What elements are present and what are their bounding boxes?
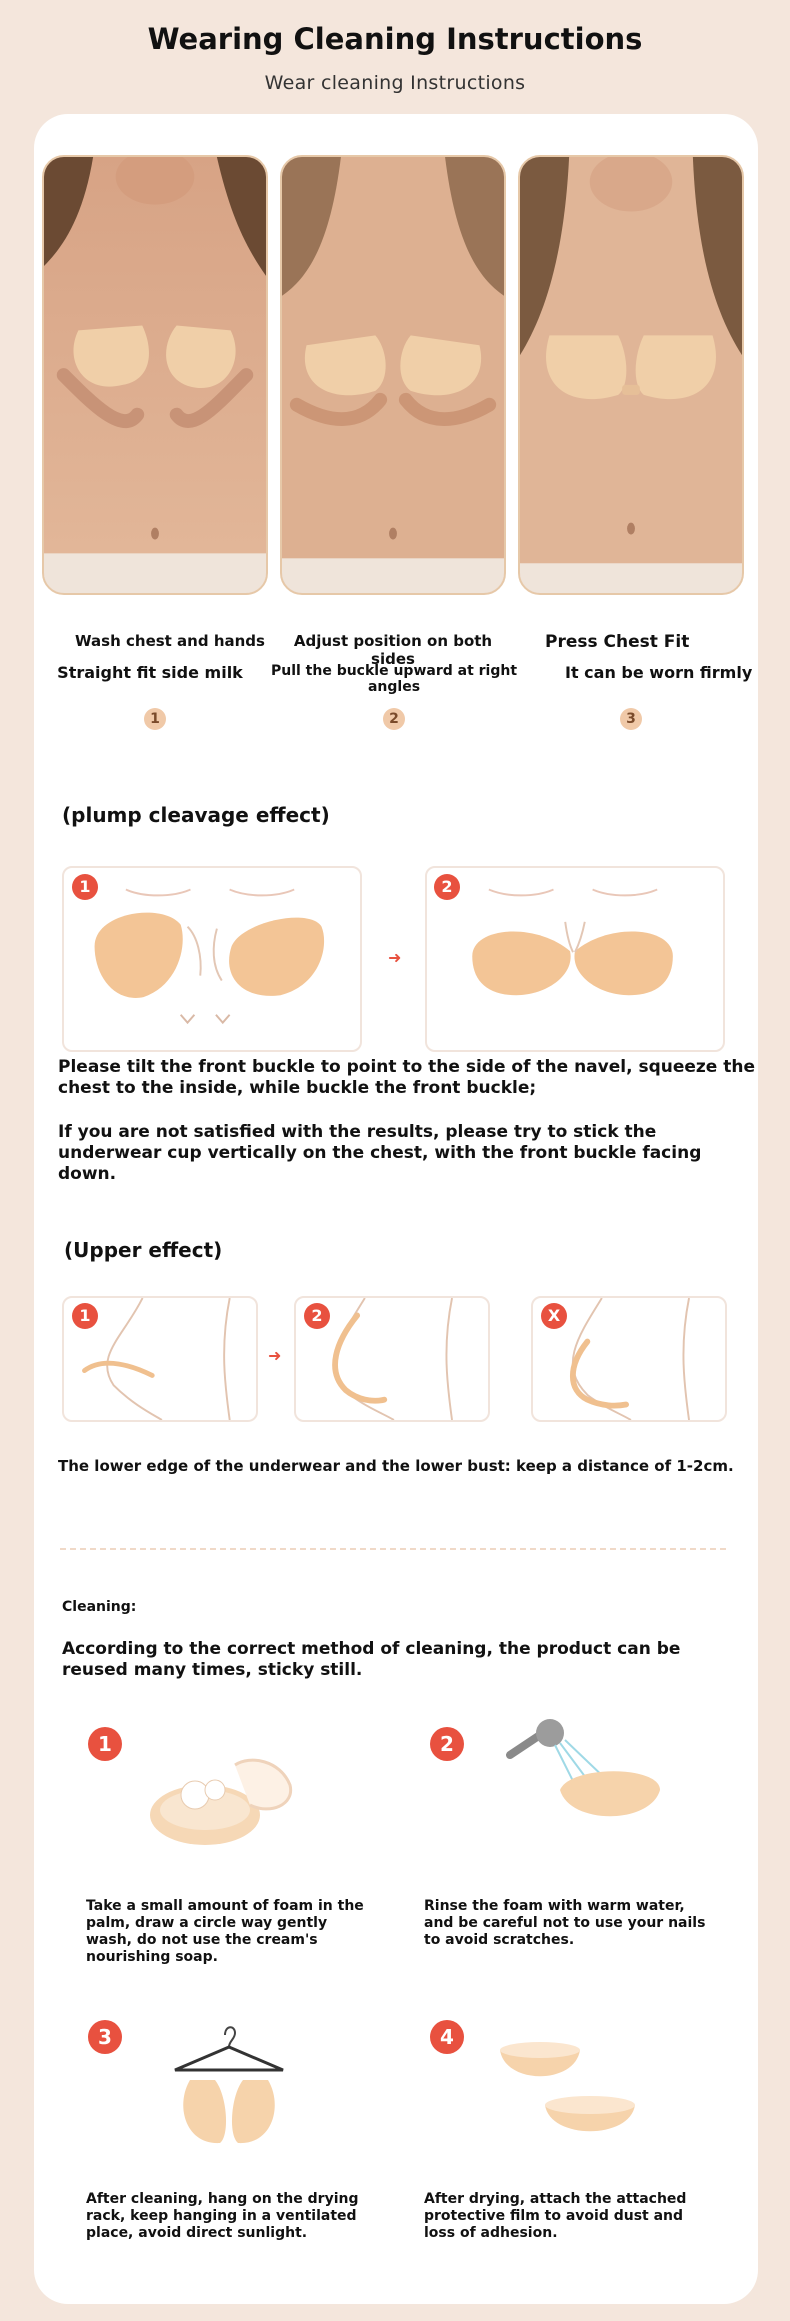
hanging-rack-illustration bbox=[165, 2025, 335, 2155]
cleaning-text-1: Take a small amount of foam in the palm, draw a circle way gently wash, do not use the cream's nourishing soap. bbox=[86, 1898, 364, 1965]
step-3-label-top: Press Chest Fit bbox=[545, 632, 690, 652]
step-2-photo bbox=[280, 155, 506, 595]
step-1-number: 1 bbox=[144, 708, 166, 730]
washing-hands-illustration bbox=[140, 1735, 310, 1865]
cleaning-badge-2: 2 bbox=[430, 1727, 464, 1761]
step-3-photo bbox=[518, 155, 744, 595]
cleavage-text-2: If you are not satisfied with the results, please try to stick the underwear cup vertically on the chest, with the front buckle facing down. bbox=[58, 1122, 702, 1184]
upper-text: The lower edge of the underwear and the lower bust: keep a distance of 1-2cm. bbox=[58, 1457, 734, 1475]
cleavage-figure-1 bbox=[62, 866, 362, 1052]
cleaning-text-4: After drying, attach the attached protective film to avoid dust and loss of adhesion. bbox=[424, 2191, 687, 2241]
step-3-label-bottom: It can be worn firmly bbox=[565, 663, 753, 682]
cleavage-text-1: Please tilt the front buckle to point to the side of the navel, squeeze the chest to the inside, while buckle the front buckle; bbox=[58, 1057, 756, 1098]
section-divider bbox=[60, 1548, 726, 1550]
rinsing-illustration bbox=[500, 1695, 670, 1825]
upper-badge-2: 2 bbox=[304, 1303, 330, 1329]
step-1-label-bottom: Straight fit side milk bbox=[57, 663, 243, 682]
cleavage-badge-1: 1 bbox=[72, 874, 98, 900]
cleaning-text-2: Rinse the foam with warm water, and be careful not to use your nails to avoid scratches. bbox=[424, 1898, 706, 1948]
cleavage-figure-2 bbox=[425, 866, 725, 1052]
step-1-photo bbox=[42, 155, 268, 595]
cleaning-badge-3: 3 bbox=[88, 2020, 122, 2054]
upper-badge-wrong: X bbox=[541, 1303, 567, 1329]
upper-badge-1: 1 bbox=[72, 1303, 98, 1329]
page-title: Wearing Cleaning Instructions bbox=[147, 22, 643, 56]
upper-arrow-icon: ➜ bbox=[268, 1346, 282, 1365]
cleavage-badge-2: 2 bbox=[434, 874, 460, 900]
step-1-label-top: Wash chest and hands bbox=[75, 632, 265, 650]
cleaning-badge-4: 4 bbox=[430, 2020, 464, 2054]
cleaning-badge-1: 1 bbox=[88, 1727, 122, 1761]
step-2-label-top: Adjust position on both sides bbox=[293, 632, 493, 668]
cleaning-intro: According to the correct method of cleaning, the product can be reused many times, sticky still. bbox=[62, 1639, 681, 1680]
cleavage-heading: (plump cleavage effect) bbox=[62, 803, 330, 827]
cleavage-arrow-icon: ➜ bbox=[388, 948, 402, 967]
step-3-number: 3 bbox=[620, 708, 642, 730]
cleaning-text-3: After cleaning, hang on the drying rack, keep hanging in a ventilated place, avoid direct sunlight. bbox=[86, 2191, 359, 2241]
step-2-number: 2 bbox=[383, 708, 405, 730]
cleaning-label: Cleaning: bbox=[62, 1599, 137, 1615]
protective-film-illustration bbox=[490, 2025, 660, 2155]
upper-heading: (Upper effect) bbox=[64, 1238, 223, 1262]
step-2-label-bottom: Pull the buckle upward at right angles bbox=[270, 663, 518, 695]
page-subtitle: Wear cleaning Instructions bbox=[264, 72, 526, 94]
